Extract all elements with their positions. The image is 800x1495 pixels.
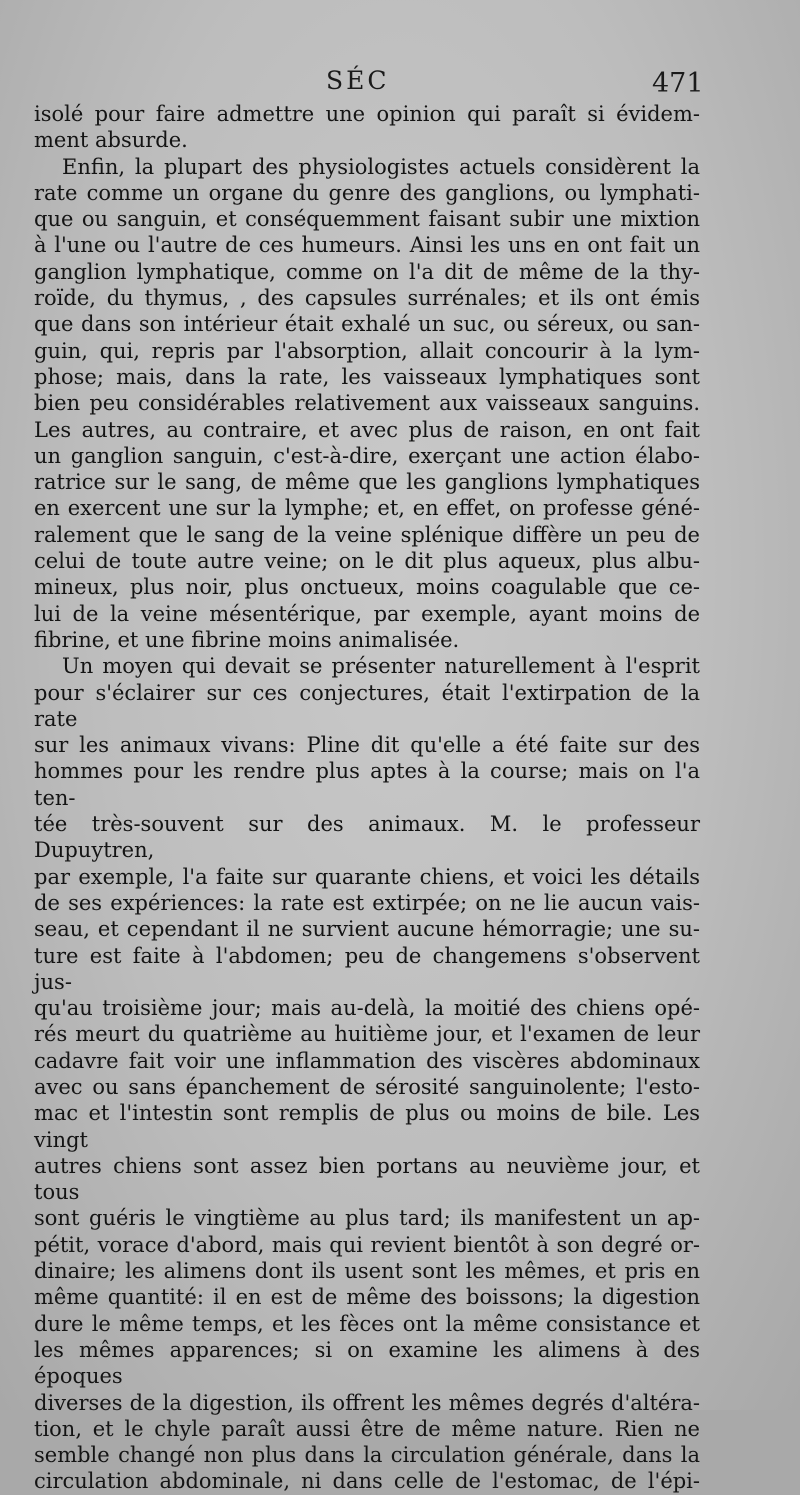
text-line: avec ou sans épanchement de sérosité sanguinolente; l'esto-: [34, 1074, 700, 1099]
text-line: tion, et le chyle paraît aussi être de même nature. Rien ne: [34, 1416, 700, 1441]
text-line: semble changé non plus dans la circulation générale, dans la: [34, 1443, 700, 1468]
text-line: seau, et cependant il ne survient aucune hémorragie; une su-: [34, 917, 700, 942]
text-line: un ganglion sanguin, c'est-à-dire, exerçant une action élabo-: [34, 443, 700, 468]
text-line: que dans son intérieur était exhalé un suc, ou séreux, ou san-: [34, 312, 700, 337]
text-line: mac et l'intestin sont remplis de plus ou moins de bile. Les vingt: [34, 1101, 700, 1152]
text-line: lui de la veine mésentérique, par exemple, ayant moins de: [34, 601, 700, 626]
text-line: tée très-souvent sur des animaux. M. le professeur Dupuytren,: [34, 812, 700, 863]
text-line: Un moyen qui devait se présenter naturellement à l'esprit: [62, 654, 700, 679]
text-line: hommes pour les rendre plus aptes à la course; mais on l'a ten-: [34, 759, 700, 810]
text-line: celui de toute autre veine; on le dit plus aqueux, plus albu-: [34, 549, 700, 574]
text-line: ratrice sur le sang, de même que les ganglions lymphatiques: [34, 470, 700, 495]
text-line: pétit, vorace d'abord, mais qui revient bientôt à son degré or-: [34, 1232, 700, 1257]
page-header: [0, 66, 800, 102]
text-line: en exercent une sur la lymphe; et, en effet, on professe géné-: [34, 496, 700, 521]
text-line: sont guéris le vingtième au plus tard; ils manifestent un ap-: [34, 1206, 700, 1231]
running-head: SÉC: [326, 66, 390, 95]
text-line: pour s'éclairer sur ces conjectures, était l'extirpation de la rate: [34, 680, 700, 731]
text-line: diverses de la digestion, ils offrent les mêmes degrés d'altéra-: [34, 1390, 700, 1415]
text-line: que ou sanguin, et conséquemment faisant subir une mixtion: [34, 207, 700, 232]
text-line: phose; mais, dans la rate, les vaisseaux lymphatiques sont: [34, 364, 700, 389]
text-line: Les autres, au contraire, et avec plus de raison, en ont fait: [34, 417, 700, 442]
text-line: rés meurt du quatrième au huitième jour, et l'examen de leur: [34, 1022, 700, 1047]
text-line: ture est faite à l'abdomen; peu de changemens s'observent jus-: [34, 943, 700, 994]
text-line: même quantité: il en est de même des boissons; la digestion: [34, 1285, 700, 1310]
text-line: fibrine, et une fibrine moins animalisée.: [34, 627, 460, 652]
text-line: par exemple, l'a faite sur quarante chiens, et voici les détails: [34, 864, 700, 889]
text-line: mineux, plus noir, plus onctueux, moins coagulable que ce-: [34, 575, 700, 600]
text-line: roïde, du thymus, , des capsules surrénales; et ils ont émis: [34, 286, 700, 311]
text-line: cadavre fait voir une inflammation des viscères abdominaux: [34, 1048, 700, 1073]
text-line: les mêmes apparences; si on examine les alimens à des époques: [34, 1337, 700, 1389]
body-text: [34, 101, 700, 1495]
text-line: de ses expériences: la rate est extirpée; on ne lie aucun vais-: [34, 890, 700, 915]
text-line: isolé pour faire admettre une opinion qui paraît si évidem-: [34, 102, 700, 126]
text-line: guin, qui, repris par l'absorption, allait concourir à la lym-: [34, 338, 700, 363]
text-line: Enfin, la plupart des physiologistes actuels considèrent la: [62, 154, 700, 179]
text-line: rate comme un organe du genre des ganglions, ou lymphati-: [34, 180, 700, 205]
text-line: bien peu considérables relativement aux vaisseaux sanguins.: [34, 391, 700, 416]
text-line: ganglion lymphatique, comme on l'a dit de même de la thy-: [34, 259, 700, 284]
text-line: circulation abdominale, ni dans celle de l'estomac, de l'épi-: [34, 1469, 700, 1494]
text-line: ralement que le sang de la veine splénique diffère un peu de: [34, 522, 700, 547]
text-line: autres chiens sont assez bien portans au neuvième jour, et tous: [34, 1153, 700, 1205]
text-line: dinaire; les alimens dont ils usent sont les mêmes, et pris en: [34, 1259, 700, 1284]
text-line: à l'une ou l'autre de ces humeurs. Ainsi les uns en ont fait un: [34, 233, 700, 258]
text-line: dure le même temps, et les fèces ont la même consistance et: [34, 1311, 700, 1336]
page-number: 471: [652, 68, 704, 99]
text-line: ment absurde.: [34, 128, 188, 153]
text-line: qu'au troisième jour; mais au-delà, la moitié des chiens opé-: [34, 996, 700, 1021]
text-line: sur les animaux vivans: Pline dit qu'elle a été faite sur des: [34, 733, 700, 758]
